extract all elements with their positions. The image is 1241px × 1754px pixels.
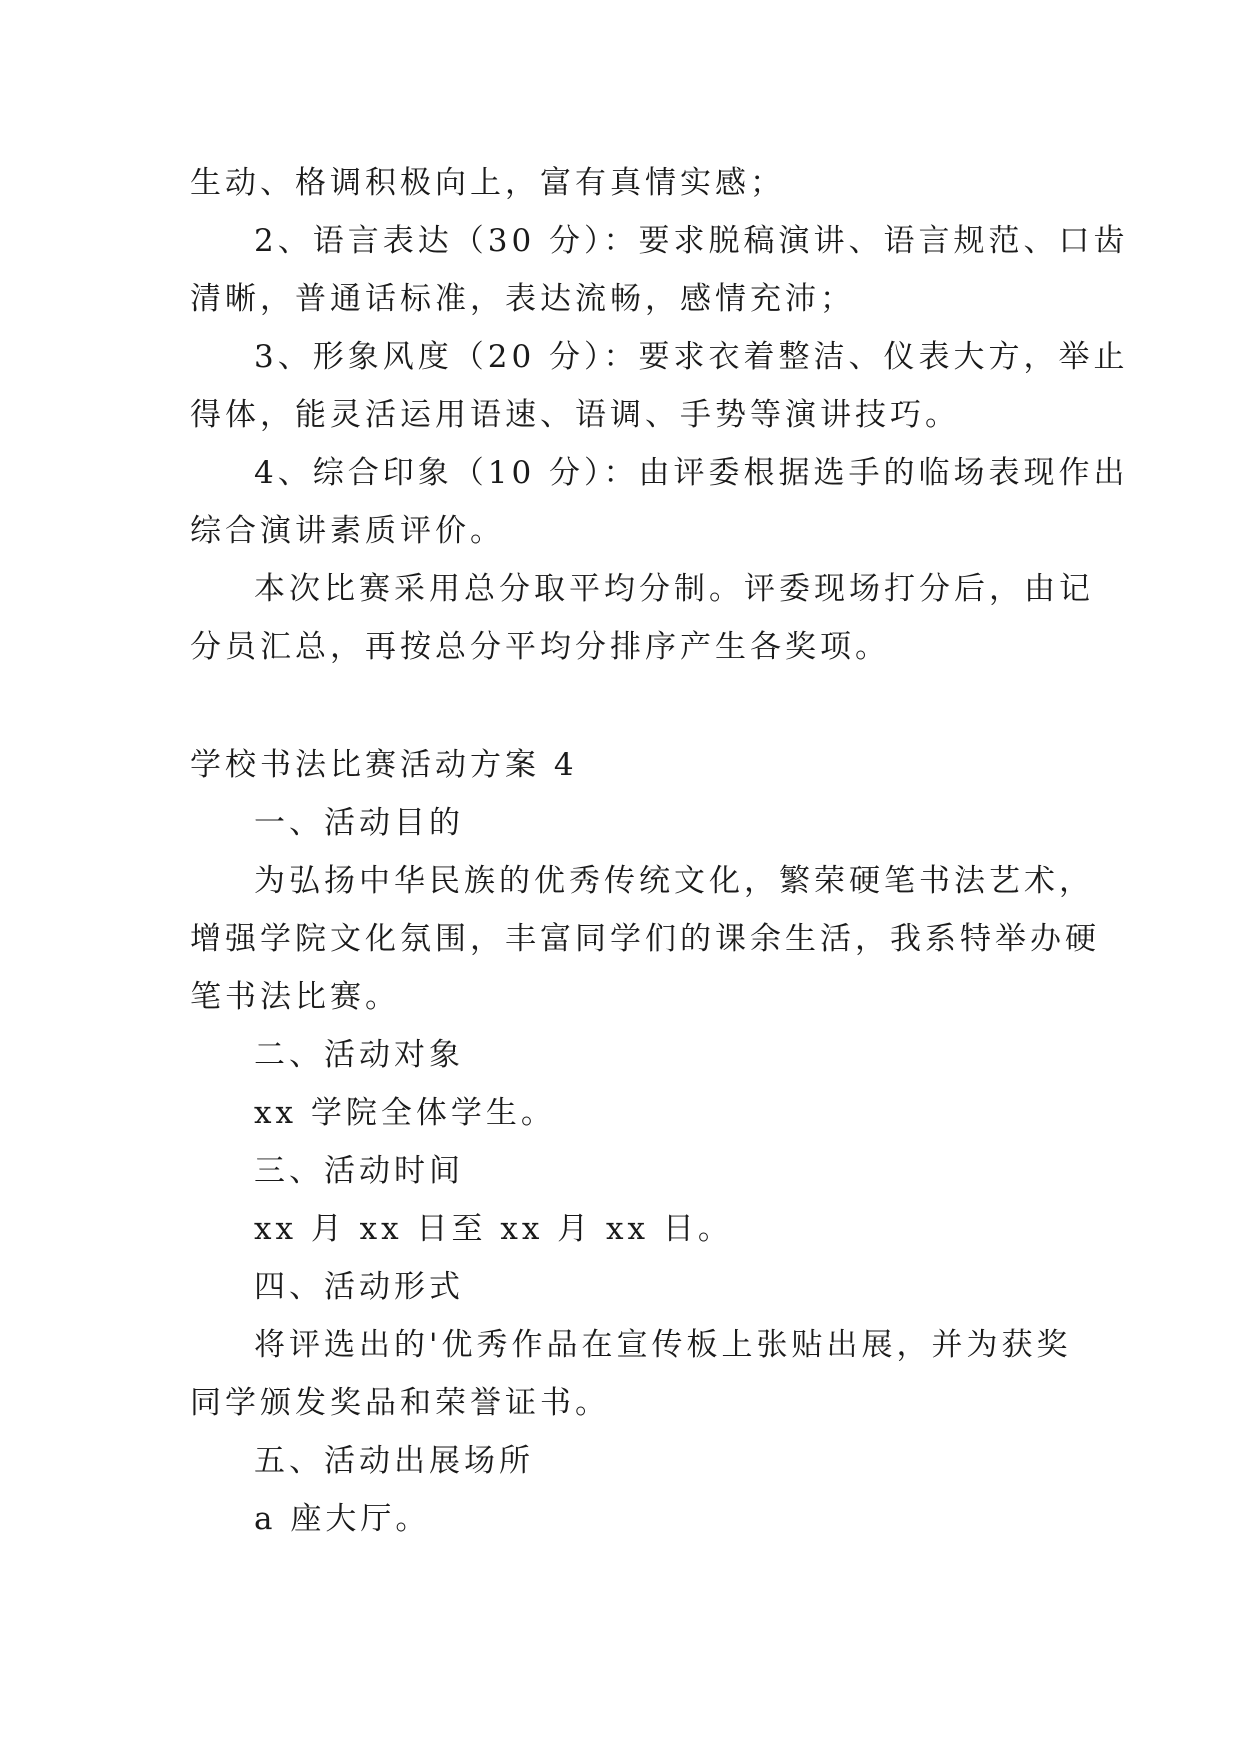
heading-format: 四、活动形式 (254, 1269, 464, 1305)
body-text-line: 将评选出的'优秀作品在宣传板上张贴出展，并为获奖 (254, 1327, 1072, 1363)
body-text-line: 笔书法比赛。 (190, 979, 400, 1015)
criterion-appearance: 3、形象风度（20 分）：要求衣着整洁、仪表大方，举止 (254, 339, 1129, 375)
body-text-line: 生动、格调积极向上，富有真情实感； (190, 165, 785, 201)
body-text-line: xx 月 xx 日至 xx 月 xx 日。 (254, 1211, 733, 1247)
body-text-line: 为弘扬中华民族的优秀传统文化，繁荣硬笔书法艺术， (254, 863, 1094, 899)
body-text-line: 综合演讲素质评价。 (190, 513, 505, 549)
criterion-impression: 4、综合印象（10 分）：由评委根据选手的临场表现作出 (254, 455, 1129, 491)
heading-purpose: 一、活动目的 (254, 805, 464, 841)
heading-time: 三、活动时间 (254, 1153, 464, 1189)
body-text-line: 得体，能灵活运用语速、语调、手势等演讲技巧。 (190, 397, 960, 433)
section-title: 学校书法比赛活动方案 4 (190, 747, 578, 783)
body-text-line: 清晰，普通话标准，表达流畅，感情充沛； (190, 281, 855, 317)
body-text-line: 分员汇总，再按总分平均分排序产生各奖项。 (190, 629, 890, 665)
scoring-rule: 本次比赛采用总分取平均分制。评委现场打分后，由记 (254, 571, 1094, 607)
body-text-line: xx 学院全体学生。 (254, 1095, 556, 1131)
heading-venue: 五、活动出展场所 (254, 1443, 534, 1479)
body-text-line: a 座大厅。 (254, 1501, 431, 1537)
criterion-language: 2、语言表达（30 分）：要求脱稿演讲、语言规范、口齿 (254, 223, 1129, 259)
body-text-line: 增强学院文化氛围，丰富同学们的课余生活，我系特举办硬 (190, 921, 1100, 957)
heading-audience: 二、活动对象 (254, 1037, 464, 1073)
body-text-line: 同学颁发奖品和荣誉证书。 (190, 1385, 610, 1421)
